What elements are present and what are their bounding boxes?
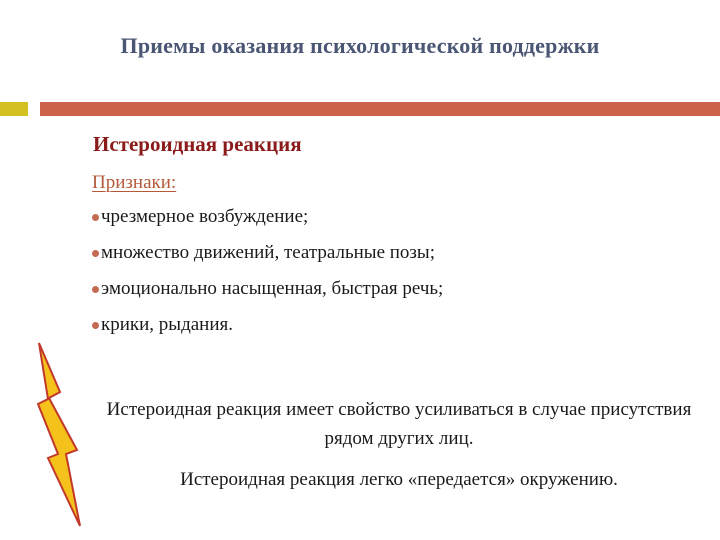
accent-bar-red xyxy=(40,102,720,116)
list-item-text: крики, рыдания. xyxy=(101,314,233,335)
bullet-icon xyxy=(92,322,99,329)
signs-label: Признаки: xyxy=(92,172,177,193)
bullet-icon xyxy=(92,214,99,221)
list-item xyxy=(92,276,443,312)
list-item-text: чрезмерное возбуждение; xyxy=(101,206,309,227)
bullet-icon xyxy=(92,286,99,293)
list-item-text: множество движений, театральные позы; xyxy=(101,242,435,263)
list-item xyxy=(92,204,443,240)
list-item-text: эмоционально насыщенная, быстрая речь; xyxy=(101,278,444,299)
list-item xyxy=(92,240,443,276)
slide-title: Приемы оказания психологической поддержки xyxy=(120,33,600,58)
section-heading: Истероидная реакция xyxy=(93,132,302,156)
lightning-bolt-icon xyxy=(36,340,84,532)
accent-bar-yellow xyxy=(0,102,28,116)
bullet-icon xyxy=(92,250,99,257)
signs-list xyxy=(92,204,443,348)
paragraph-presence: Истероидная реакция имеет свойство усиливаться в случае присутствия рядом других лиц. xyxy=(106,399,692,449)
paragraph-contagion: Истероидная реакция легко «передается» окружению. xyxy=(180,469,618,490)
list-item xyxy=(92,312,443,348)
